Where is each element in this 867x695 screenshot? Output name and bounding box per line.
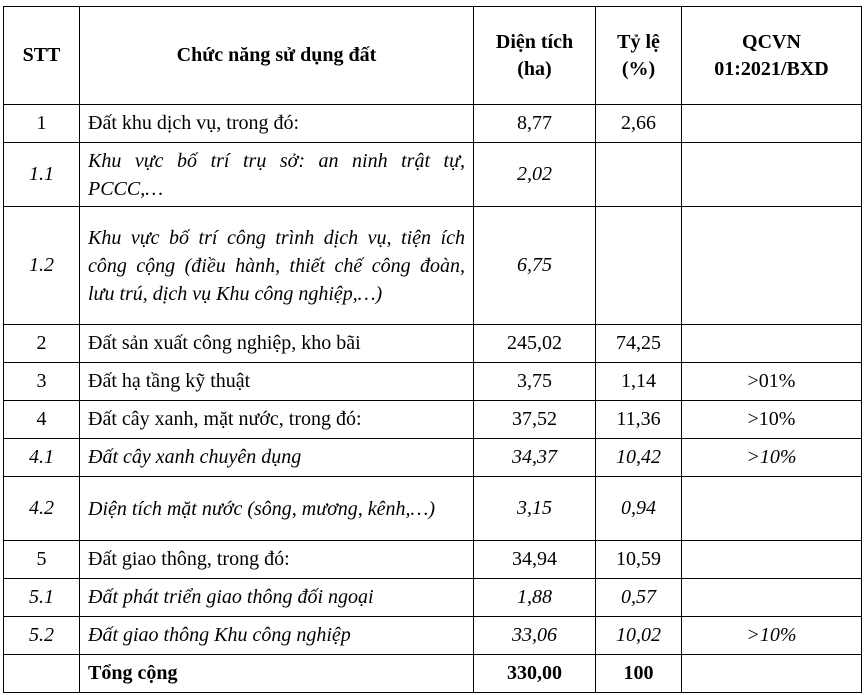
row-ratio: 0,57 [596, 579, 682, 617]
row-qcvn: >10% [682, 617, 862, 655]
table-row [4, 617, 862, 655]
table-row [4, 541, 862, 579]
row-qcvn [682, 477, 862, 541]
header-area-line1: Diện tích [495, 30, 574, 53]
header-ratio [596, 7, 682, 105]
total-label: Tổng cộng [80, 655, 474, 693]
row-ratio: 10,59 [596, 541, 682, 579]
row-ratio: 11,36 [596, 401, 682, 439]
row-ratio: 74,25 [596, 325, 682, 363]
row-area: 37,52 [474, 401, 596, 439]
header-qcvn-line1: QCVN [742, 30, 801, 53]
row-qcvn [682, 143, 862, 207]
row-stt: 5.1 [4, 579, 80, 617]
row-area: 3,15 [474, 477, 596, 541]
row-ratio [596, 207, 682, 325]
row-name: Đất sản xuất công nghiệp, kho bãi [80, 325, 474, 363]
row-area: 8,77 [474, 105, 596, 143]
header-qcvn [682, 7, 862, 105]
row-name: Đất cây xanh, mặt nước, trong đó: [80, 401, 474, 439]
row-name-text: Diện tích mặt nước (sông, mương, kênh,…) [88, 497, 435, 520]
row-qcvn [682, 579, 862, 617]
header-ratio-line2: (%) [621, 57, 656, 80]
row-name [80, 477, 474, 541]
row-stt: 5 [4, 541, 80, 579]
header-qcvn-line2: 01:2021/BXD [714, 57, 829, 80]
row-name-text: Khu vực bố trí công trình dịch vụ, tiện ích công cộng (điều hành, thiết chế công đoàn, lưu trú, dịch vụ Khu công nghiệp,…) [88, 226, 465, 305]
table-row [4, 207, 862, 325]
row-area: 6,75 [474, 207, 596, 325]
header-area-line2: (ha) [517, 57, 552, 80]
row-name: Đất cây xanh chuyên dụng [80, 439, 474, 477]
row-area: 2,02 [474, 143, 596, 207]
total-ratio: 100 [596, 655, 682, 693]
total-area: 330,00 [474, 655, 596, 693]
row-ratio: 10,02 [596, 617, 682, 655]
row-name: Đất giao thông, trong đó: [80, 541, 474, 579]
row-qcvn: >01% [682, 363, 862, 401]
table-row [4, 363, 862, 401]
row-stt: 1.2 [4, 207, 80, 325]
row-ratio: 1,14 [596, 363, 682, 401]
row-ratio: 2,66 [596, 105, 682, 143]
header-row [4, 7, 862, 105]
row-area: 33,06 [474, 617, 596, 655]
row-qcvn [682, 325, 862, 363]
table-row [4, 105, 862, 143]
table-row [4, 579, 862, 617]
table-row [4, 143, 862, 207]
land-use-table [3, 6, 862, 693]
row-qcvn: >10% [682, 401, 862, 439]
row-name: Đất khu dịch vụ, trong đó: [80, 105, 474, 143]
header-function: Chức năng sử dụng đất [80, 7, 474, 105]
table-row [4, 439, 862, 477]
row-ratio: 10,42 [596, 439, 682, 477]
row-ratio: 0,94 [596, 477, 682, 541]
header-area [474, 7, 596, 105]
row-stt: 4 [4, 401, 80, 439]
row-name: Đất phát triển giao thông đối ngoại [80, 579, 474, 617]
row-area: 245,02 [474, 325, 596, 363]
table-row [4, 325, 862, 363]
row-name [80, 207, 474, 325]
row-name: Đất giao thông Khu công nghiệp [80, 617, 474, 655]
row-area: 34,37 [474, 439, 596, 477]
row-qcvn [682, 105, 862, 143]
row-stt: 4.1 [4, 439, 80, 477]
table-row [4, 477, 862, 541]
total-row [4, 655, 862, 693]
row-name-text: Khu vực bố trí trụ sở: an ninh trật tự, PCCC,… [88, 149, 465, 200]
row-qcvn [682, 541, 862, 579]
row-stt: 2 [4, 325, 80, 363]
row-stt: 4.2 [4, 477, 80, 541]
row-stt: 1.1 [4, 143, 80, 207]
table-row [4, 401, 862, 439]
row-stt: 5.2 [4, 617, 80, 655]
row-stt: 1 [4, 105, 80, 143]
header-stt: STT [4, 7, 80, 105]
row-qcvn: >10% [682, 439, 862, 477]
row-stt: 3 [4, 363, 80, 401]
row-area: 1,88 [474, 579, 596, 617]
total-stt [4, 655, 80, 693]
row-name [80, 143, 474, 207]
header-ratio-line1: Tỷ lệ [617, 30, 660, 53]
row-ratio [596, 143, 682, 207]
row-area: 3,75 [474, 363, 596, 401]
row-area: 34,94 [474, 541, 596, 579]
total-qcvn [682, 655, 862, 693]
row-name: Đất hạ tầng kỹ thuật [80, 363, 474, 401]
row-qcvn [682, 207, 862, 325]
